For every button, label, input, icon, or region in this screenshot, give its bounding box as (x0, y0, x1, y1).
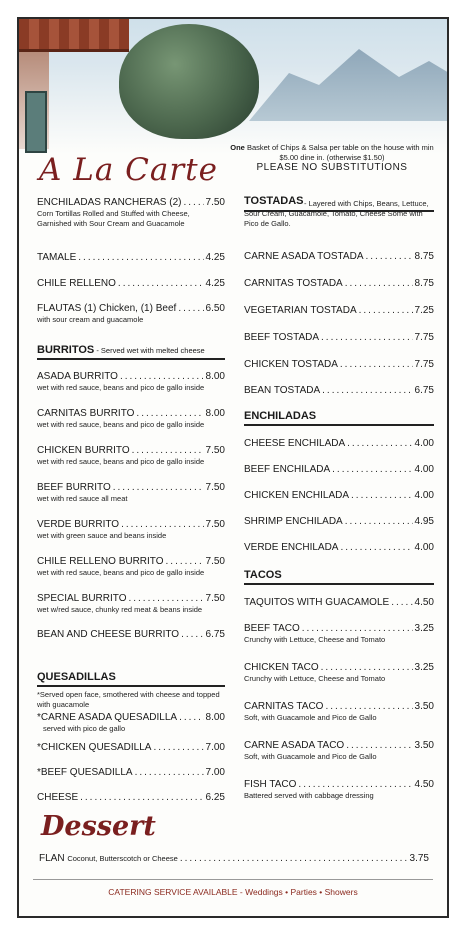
item-price: 6.75 (414, 385, 434, 396)
item-price: 8.00 (205, 712, 225, 723)
item-desc: Soft, with Guacamole and Pico de Gallo (244, 713, 377, 722)
item-name: CHICKEN ENCHILADA (244, 490, 350, 501)
item-name: CARNITAS BURRITO (37, 408, 135, 419)
section-heading-tacos (244, 569, 434, 585)
item-price: 7.75 (414, 359, 434, 370)
item-price: 4.00 (414, 438, 434, 449)
item-name: CARNE ASADA TOSTADA (244, 251, 364, 262)
menu-item (244, 490, 434, 501)
menu-item (244, 251, 434, 262)
menu-item (37, 742, 225, 753)
item-price: 4.25 (205, 252, 225, 263)
item-desc: Crunchy with Lettuce, Cheese and Tomato (244, 674, 386, 683)
item-name: ASADA BURRITO (37, 371, 118, 382)
menu-item (37, 556, 225, 578)
item-name: CARNITAS TACO (244, 701, 324, 712)
item-name: CHEESE (37, 792, 79, 803)
item-name: BEEF TOSTADA (244, 332, 320, 343)
quesadilla-note: *Served open face, smothered with cheese and topped with guacamole (37, 690, 220, 709)
item-name: *BEEF QUESADILLA (37, 767, 133, 778)
item-name: SPECIAL BURRITO (37, 593, 127, 604)
chips-note-bold: One (230, 143, 245, 152)
item-price: 7.50 (205, 197, 225, 208)
section-subtitle (37, 689, 225, 710)
menu-item (37, 197, 225, 229)
section-title: ENCHILADAS (244, 410, 317, 422)
item-price: 4.50 (414, 779, 434, 790)
item-price: 7.00 (205, 742, 225, 753)
menu-item (244, 623, 434, 645)
menu-item (37, 303, 225, 325)
item-price: 7.50 (205, 519, 225, 530)
section-heading-quesadillas (37, 671, 225, 687)
item-price: 3.50 (414, 701, 434, 712)
item-price: 7.75 (414, 332, 434, 343)
item-desc: served with pico de gallo (43, 724, 126, 733)
menu-item (37, 278, 225, 289)
door-illustration (25, 91, 47, 153)
menu-item (244, 662, 434, 684)
item-price: 4.50 (414, 597, 434, 608)
item-price: 3.75 (409, 853, 429, 864)
item-price: 7.50 (205, 556, 225, 567)
item-name: CHEESE ENCHILADA (244, 438, 346, 449)
item-price: 8.75 (414, 251, 434, 262)
menu-item (37, 767, 225, 778)
menu-item (37, 408, 225, 430)
item-name: BEEF ENCHILADA (244, 464, 331, 475)
hero-painting (19, 19, 447, 154)
menu-item (244, 332, 434, 343)
item-price: 8.00 (205, 371, 225, 382)
menu-item (244, 305, 434, 316)
item-desc: wet with red sauce all meat (37, 494, 128, 503)
section-title: BURRITOS (37, 344, 95, 356)
section-title: TACOS (244, 569, 282, 581)
item-name: CHILE RELLENO BURRITO (37, 556, 164, 567)
item-name: TAQUITOS WITH GUACAMOLE (244, 597, 390, 608)
menu-item (37, 445, 225, 467)
item-price: 4.00 (414, 464, 434, 475)
menu-item (37, 593, 225, 615)
menu-item (37, 519, 225, 541)
item-desc: wet with red sauce, beans and pico de gallo inside (37, 420, 205, 429)
item-price: 6.75 (205, 629, 225, 640)
item-name: VERDE ENCHILADA (244, 542, 339, 553)
item-price: 7.50 (205, 593, 225, 604)
item-price: 4.25 (205, 278, 225, 289)
menu-item (244, 779, 434, 801)
section-subtitle: - Layered with Chips, Beans, Lettuce, Sour Cream, Guacamole, Tomato, Cheese Some with Pico de Gallo. (244, 199, 429, 228)
item-name: ENCHILADAS RANCHERAS (2) (37, 197, 182, 208)
item-desc: Soft, with Guacamole and Pico de Gallo (244, 752, 377, 761)
menu-item (37, 712, 225, 734)
section-heading-enchiladas (244, 410, 434, 426)
item-name: *CARNE ASADA QUESADILLA (37, 712, 178, 723)
menu-item (244, 278, 434, 289)
item-desc: Corn Tortillas Rolled and Stuffed with Cheese, Garnished with Sour Cream and Guacamole (37, 209, 190, 228)
item-name: CHICKEN TOSTADA (244, 359, 338, 370)
item-name: CARNITAS TOSTADA (244, 278, 343, 289)
menu-item (37, 629, 225, 640)
item-price: 3.25 (414, 662, 434, 673)
item-price: 3.50 (414, 740, 434, 751)
item-name: FLAN (39, 853, 65, 864)
item-price: 7.00 (205, 767, 225, 778)
item-name: FISH TACO (244, 779, 297, 790)
item-price: 4.00 (414, 490, 434, 501)
menu-item (244, 740, 434, 762)
item-desc: Battered served with cabbage dressing (244, 791, 374, 800)
menu-item (244, 597, 434, 608)
item-price: 4.00 (414, 542, 434, 553)
catering-footer: CATERING SERVICE AVAILABLE - Weddings • Parties • Showers (108, 887, 358, 897)
item-price: 7.50 (205, 445, 225, 456)
section-title: QUESADILLAS (37, 671, 116, 683)
menu-item (37, 792, 225, 803)
divider (33, 879, 433, 880)
item-name: FLAUTAS (1) Chicken, (1) Beef (37, 303, 177, 314)
tile-roof-illustration (19, 19, 129, 52)
section-subtitle: - Served wet with melted cheese (94, 346, 205, 355)
menu-item (244, 464, 434, 475)
dessert-item (39, 853, 429, 864)
menu-item (244, 359, 434, 370)
item-desc: wet with red sauce, beans and pico de gallo inside (37, 383, 205, 392)
item-name: CHICKEN BURRITO (37, 445, 130, 456)
chips-note (229, 143, 435, 173)
item-name: TAMALE (37, 252, 77, 263)
item-price: 6.50 (205, 303, 225, 314)
chips-note-text: Basket of Chips & Salsa per table on the house with min $5.00 dine in. (otherwise $1.50) (244, 143, 434, 162)
mountains-illustration (249, 41, 449, 121)
menu-item (37, 371, 225, 393)
section-heading-burritos (37, 344, 225, 360)
menu-item (37, 482, 225, 504)
item-price: 4.95 (414, 516, 434, 527)
item-name: CHICKEN TACO (244, 662, 319, 673)
item-name: BEAN TOSTADA (244, 385, 321, 396)
dessert-title: Dessert (41, 811, 156, 842)
item-name: VEGETARIAN TOSTADA (244, 305, 357, 316)
item-name: BEEF TACO (244, 623, 300, 634)
item-desc: wet with red sauce, beans and pico de gallo inside (37, 457, 205, 466)
menu-item (244, 701, 434, 723)
item-price: 6.25 (205, 792, 225, 803)
no-substitutions: PLEASE NO SUBSTITUTIONS (256, 162, 408, 173)
item-name: BEEF BURRITO (37, 482, 111, 493)
item-price: 3.25 (414, 623, 434, 634)
item-desc: Crunchy with Lettuce, Cheese and Tomato (244, 635, 386, 644)
item-price: 8.00 (205, 408, 225, 419)
item-name: BEAN AND CHEESE BURRITO (37, 629, 180, 640)
item-desc: with sour cream and guacamole (37, 315, 144, 324)
item-price: 8.75 (414, 278, 434, 289)
item-desc: wet with red sauce, beans and pico de gallo inside (37, 568, 205, 577)
item-price: 7.25 (414, 305, 434, 316)
menu-item (244, 438, 434, 449)
tree-illustration (119, 24, 259, 139)
item-name: CHILE RELLENO (37, 278, 116, 289)
item-name: SHRIMP ENCHILADA (244, 516, 343, 527)
menu-frame (17, 17, 449, 918)
menu-item (244, 385, 434, 396)
page-title: A La Carte (39, 152, 218, 188)
item-desc: Coconut, Butterscotch or Cheese (67, 854, 178, 863)
item-desc: wet with green sauce and beans inside (37, 531, 167, 540)
menu-item (244, 516, 434, 527)
menu-item (244, 542, 434, 553)
item-desc: wet w/red sauce, chunky red meat & beans inside (37, 605, 203, 614)
item-price: 7.50 (205, 482, 225, 493)
tostadas-note-wrap (244, 198, 434, 229)
item-name: CARNE ASADA TACO (244, 740, 345, 751)
divider (244, 210, 434, 212)
item-name: VERDE BURRITO (37, 519, 120, 530)
menu-item (37, 252, 225, 263)
section-title: TOSTADAS (244, 195, 304, 207)
item-name: *CHICKEN QUESADILLA (37, 742, 152, 753)
